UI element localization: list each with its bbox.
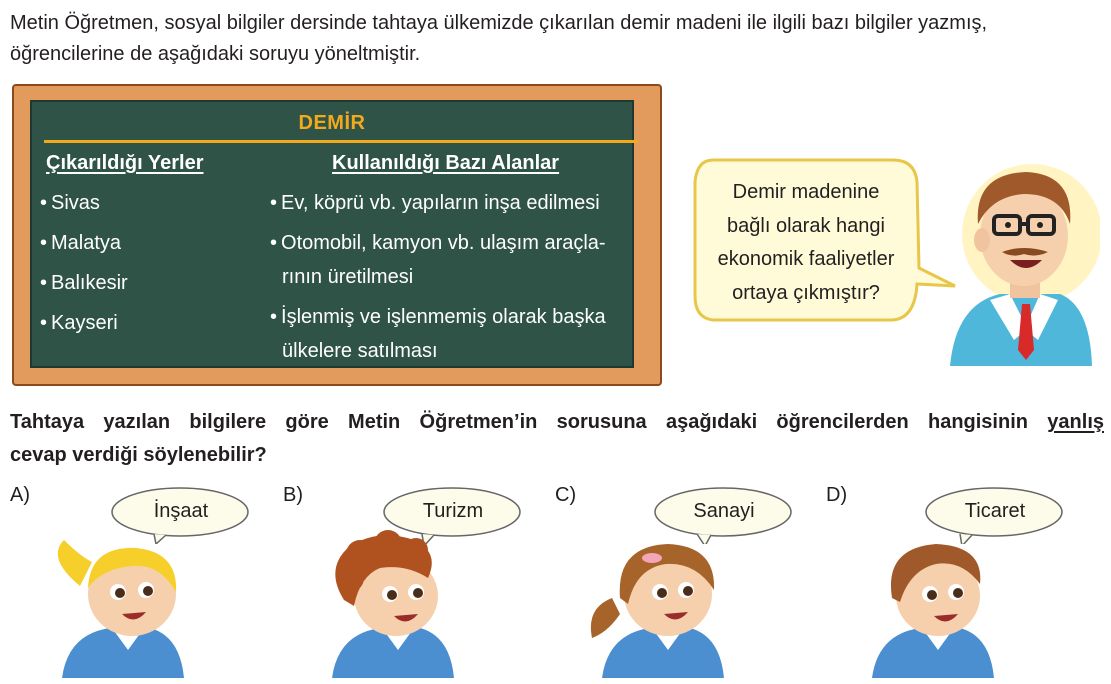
use-item <box>270 226 606 260</box>
bullet: • <box>40 312 48 334</box>
question-emphasis: yanlış <box>1047 411 1104 433</box>
option-a-answer: İnşaat <box>153 500 209 522</box>
question-line-1-text: Tahtaya yazılan bilgilere göre Metin Öğretmen’in sorusuna aşağıdaki öğrencilerden hangisinin <box>10 411 1028 433</box>
use-text: Ev, köprü vb. yapıların inşa edilmesi <box>281 192 600 214</box>
use-item-continuation: rının üretilmesi <box>282 266 414 288</box>
use-item <box>270 300 606 334</box>
place-item <box>40 226 121 260</box>
teacher-speech-bubble <box>693 156 919 322</box>
teacher-line: ortaya çıkmıştır? <box>732 281 880 304</box>
place-item <box>40 186 100 220</box>
student-b-illustration <box>310 528 460 678</box>
place-text: Kayseri <box>51 312 118 334</box>
question-text <box>10 406 1104 472</box>
board-title: DEMİR <box>298 112 366 134</box>
place-item <box>40 306 118 340</box>
use-text: Otomobil, kamyon vb. ulaşım araçla- <box>281 232 606 254</box>
teacher-illustration <box>940 154 1100 366</box>
student-a-illustration <box>40 528 190 678</box>
option-b-answer: Turizm <box>422 500 484 522</box>
intro-text <box>10 8 1105 70</box>
uses-heading: Kullanıldığı Bazı Alanlar <box>332 152 560 174</box>
teacher-line: bağlı olarak hangi <box>727 214 885 237</box>
place-text: Malatya <box>51 232 122 254</box>
intro-line-1: Metin Öğretmen, sosyal bilgiler dersinde tahtaya ülkemizde çıkarılan demir madeni ile ilgili bazı bilgiler yazmış, <box>10 12 988 34</box>
intro-line-2: öğrencilerine de aşağıdaki soruyu yöneltmiştir. <box>10 43 421 65</box>
teacher-line: ekonomik faaliyetler <box>717 248 895 270</box>
bullet: • <box>40 192 48 214</box>
board-title-rule <box>44 140 638 143</box>
use-item <box>270 186 600 220</box>
option-d-letter[interactable]: D) <box>826 484 848 506</box>
question-line-1 <box>10 406 1104 439</box>
use-item-continuation: ülkelere satılması <box>282 340 438 362</box>
bullet: • <box>40 272 48 294</box>
option-b-letter[interactable]: B) <box>283 484 303 506</box>
chalkboard-frame <box>12 84 662 386</box>
place-text: Sivas <box>51 192 100 214</box>
bullet: • <box>270 192 278 214</box>
option-d-answer: Ticaret <box>964 500 1026 522</box>
question-line-2: cevap verdiği söylenebilir? <box>10 444 267 466</box>
teacher-line: Demir madenine <box>732 181 880 203</box>
bullet: • <box>270 306 278 328</box>
teacher-question <box>693 176 919 310</box>
chalkboard <box>30 100 634 368</box>
student-c-illustration <box>580 528 730 678</box>
bullet: • <box>270 232 278 254</box>
place-text: Balıkesir <box>51 272 128 294</box>
option-c-answer: Sanayi <box>693 500 755 522</box>
use-text: İşlenmiş ve işlenmemiş olarak başka <box>281 306 606 328</box>
places-heading: Çıkarıldığı Yerler <box>46 152 204 174</box>
bullet: • <box>40 232 48 254</box>
student-d-illustration <box>850 528 1000 678</box>
option-a-letter[interactable]: A) <box>10 484 30 506</box>
option-c-letter[interactable]: C) <box>555 484 577 506</box>
place-item <box>40 266 128 300</box>
